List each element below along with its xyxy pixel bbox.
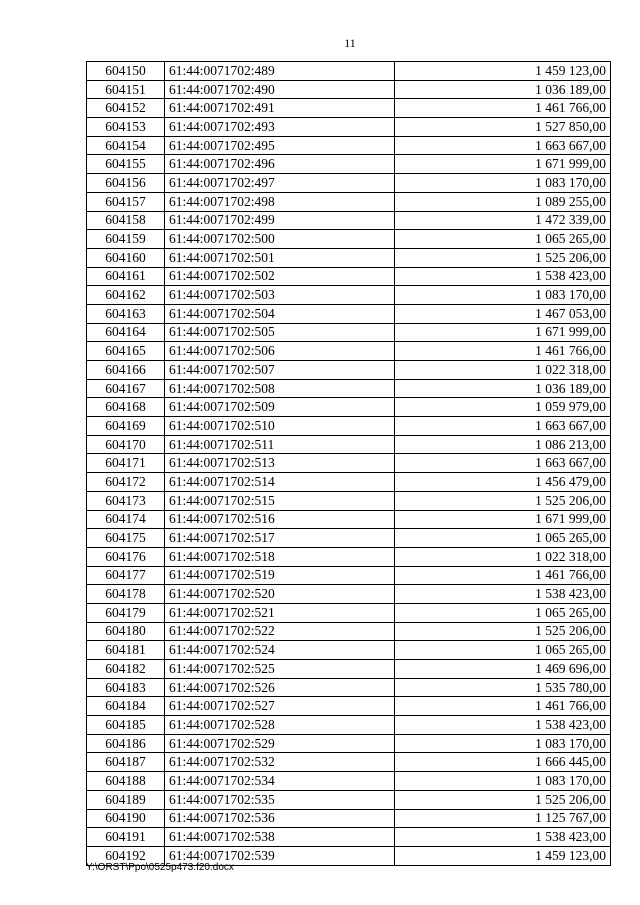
- table-row: [87, 529, 611, 548]
- table-row: [87, 192, 611, 211]
- cadastral-number-cell: 61:44:0071702:507: [165, 361, 395, 380]
- table-row: [87, 697, 611, 716]
- cadastral-value-table: [86, 61, 611, 866]
- cadastral-number-cell: 61:44:0071702:516: [165, 510, 395, 529]
- cadastral-number-cell: 61:44:0071702:509: [165, 398, 395, 417]
- row-number-cell: 604178: [87, 585, 165, 604]
- table-row: [87, 641, 611, 660]
- cadastral-value-cell: 1 538 423,00: [395, 828, 611, 847]
- row-number-cell: 604175: [87, 529, 165, 548]
- row-number-cell: 604159: [87, 230, 165, 249]
- table-row: [87, 361, 611, 380]
- cadastral-number-cell: 61:44:0071702:495: [165, 136, 395, 155]
- cadastral-number-cell: 61:44:0071702:498: [165, 192, 395, 211]
- row-number-cell: 604150: [87, 62, 165, 81]
- table-row: [87, 622, 611, 641]
- table-row: [87, 790, 611, 809]
- row-number-cell: 604173: [87, 491, 165, 510]
- row-number-cell: 604160: [87, 248, 165, 267]
- row-number-cell: 604170: [87, 435, 165, 454]
- cadastral-value-cell: 1 065 265,00: [395, 603, 611, 622]
- cadastral-value-cell: 1 461 766,00: [395, 99, 611, 118]
- cadastral-value-cell: 1 472 339,00: [395, 211, 611, 230]
- cadastral-number-cell: 61:44:0071702:505: [165, 323, 395, 342]
- cadastral-value-cell: 1 459 123,00: [395, 846, 611, 865]
- cadastral-number-cell: 61:44:0071702:524: [165, 641, 395, 660]
- cadastral-value-cell: 1 525 206,00: [395, 622, 611, 641]
- table-row: [87, 230, 611, 249]
- cadastral-number-cell: 61:44:0071702:513: [165, 454, 395, 473]
- table-row: [87, 660, 611, 679]
- row-number-cell: 604186: [87, 734, 165, 753]
- cadastral-value-cell: 1 461 766,00: [395, 342, 611, 361]
- cadastral-number-cell: 61:44:0071702:506: [165, 342, 395, 361]
- row-number-cell: 604190: [87, 809, 165, 828]
- row-number-cell: 604162: [87, 286, 165, 305]
- row-number-cell: 604174: [87, 510, 165, 529]
- cadastral-number-cell: 61:44:0071702:504: [165, 304, 395, 323]
- cadastral-value-cell: 1 125 767,00: [395, 809, 611, 828]
- row-number-cell: 604187: [87, 753, 165, 772]
- table-row: [87, 828, 611, 847]
- row-number-cell: 604155: [87, 155, 165, 174]
- cadastral-value-cell: 1 083 170,00: [395, 734, 611, 753]
- table-row: [87, 772, 611, 791]
- cadastral-value-cell: 1 065 265,00: [395, 529, 611, 548]
- cadastral-number-cell: 61:44:0071702:532: [165, 753, 395, 772]
- cadastral-value-cell: 1 663 667,00: [395, 136, 611, 155]
- cadastral-number-cell: 61:44:0071702:534: [165, 772, 395, 791]
- row-number-cell: 604188: [87, 772, 165, 791]
- cadastral-value-cell: 1 459 123,00: [395, 62, 611, 81]
- table-row: [87, 304, 611, 323]
- row-number-cell: 604189: [87, 790, 165, 809]
- row-number-cell: 604151: [87, 80, 165, 99]
- cadastral-number-cell: 61:44:0071702:539: [165, 846, 395, 865]
- cadastral-value-cell: 1 538 423,00: [395, 267, 611, 286]
- cadastral-value-cell: 1 671 999,00: [395, 155, 611, 174]
- cadastral-value-cell: 1 535 780,00: [395, 678, 611, 697]
- cadastral-value-cell: 1 671 999,00: [395, 323, 611, 342]
- row-number-cell: 604177: [87, 566, 165, 585]
- row-number-cell: 604172: [87, 473, 165, 492]
- table-row: [87, 678, 611, 697]
- cadastral-value-cell: 1 525 206,00: [395, 790, 611, 809]
- cadastral-value-cell: 1 065 265,00: [395, 641, 611, 660]
- cadastral-value-cell: 1 089 255,00: [395, 192, 611, 211]
- row-number-cell: 604171: [87, 454, 165, 473]
- table-row: [87, 716, 611, 735]
- row-number-cell: 604180: [87, 622, 165, 641]
- table-row: [87, 585, 611, 604]
- table-row: [87, 603, 611, 622]
- cadastral-number-cell: 61:44:0071702:525: [165, 660, 395, 679]
- row-number-cell: 604184: [87, 697, 165, 716]
- cadastral-number-cell: 61:44:0071702:536: [165, 809, 395, 828]
- cadastral-number-cell: 61:44:0071702:515: [165, 491, 395, 510]
- row-number-cell: 604182: [87, 660, 165, 679]
- cadastral-value-cell: 1 663 667,00: [395, 417, 611, 436]
- table-row: [87, 99, 611, 118]
- page-number: 11: [344, 36, 356, 50]
- cadastral-number-cell: 61:44:0071702:490: [165, 80, 395, 99]
- cadastral-number-cell: 61:44:0071702:497: [165, 174, 395, 193]
- row-number-cell: 604163: [87, 304, 165, 323]
- row-number-cell: 604166: [87, 361, 165, 380]
- cadastral-number-cell: 61:44:0071702:508: [165, 379, 395, 398]
- row-number-cell: 604158: [87, 211, 165, 230]
- table-row: [87, 286, 611, 305]
- row-number-cell: 604176: [87, 547, 165, 566]
- cadastral-number-cell: 61:44:0071702:529: [165, 734, 395, 753]
- row-number-cell: 604183: [87, 678, 165, 697]
- table-row: [87, 248, 611, 267]
- row-number-cell: 604161: [87, 267, 165, 286]
- row-number-cell: 604168: [87, 398, 165, 417]
- cadastral-number-cell: 61:44:0071702:535: [165, 790, 395, 809]
- cadastral-value-cell: 1 456 479,00: [395, 473, 611, 492]
- row-number-cell: 604152: [87, 99, 165, 118]
- cadastral-value-cell: 1 461 766,00: [395, 697, 611, 716]
- row-number-cell: 604181: [87, 641, 165, 660]
- cadastral-number-cell: 61:44:0071702:527: [165, 697, 395, 716]
- cadastral-number-cell: 61:44:0071702:517: [165, 529, 395, 548]
- cadastral-value-cell: 1 022 318,00: [395, 361, 611, 380]
- footer-file-path: Y:\ORST\Ppo\0525p473.f20.docx: [86, 862, 234, 873]
- cadastral-number-cell: 61:44:0071702:522: [165, 622, 395, 641]
- cadastral-value-cell: 1 083 170,00: [395, 286, 611, 305]
- table-row: [87, 174, 611, 193]
- row-number-cell: 604156: [87, 174, 165, 193]
- row-number-cell: 604167: [87, 379, 165, 398]
- cadastral-value-cell: 1 036 189,00: [395, 80, 611, 99]
- cadastral-number-cell: 61:44:0071702:520: [165, 585, 395, 604]
- row-number-cell: 604154: [87, 136, 165, 155]
- cadastral-number-cell: 61:44:0071702:503: [165, 286, 395, 305]
- cadastral-value-cell: 1 525 206,00: [395, 491, 611, 510]
- cadastral-value-cell: 1 467 053,00: [395, 304, 611, 323]
- table-row: [87, 491, 611, 510]
- table-row: [87, 510, 611, 529]
- row-number-cell: 604192: [87, 846, 165, 865]
- cadastral-number-cell: 61:44:0071702:500: [165, 230, 395, 249]
- cadastral-value-cell: 1 469 696,00: [395, 660, 611, 679]
- row-number-cell: 604169: [87, 417, 165, 436]
- cadastral-number-cell: 61:44:0071702:521: [165, 603, 395, 622]
- cadastral-value-cell: 1 671 999,00: [395, 510, 611, 529]
- table-row: [87, 211, 611, 230]
- row-number-cell: 604185: [87, 716, 165, 735]
- cadastral-number-cell: 61:44:0071702:518: [165, 547, 395, 566]
- cadastral-value-cell: 1 083 170,00: [395, 174, 611, 193]
- row-number-cell: 604165: [87, 342, 165, 361]
- row-number-cell: 604179: [87, 603, 165, 622]
- cadastral-number-cell: 61:44:0071702:528: [165, 716, 395, 735]
- table-row: [87, 753, 611, 772]
- cadastral-value-cell: 1 538 423,00: [395, 716, 611, 735]
- cadastral-value-cell: 1 086 213,00: [395, 435, 611, 454]
- cadastral-number-cell: 61:44:0071702:491: [165, 99, 395, 118]
- cadastral-number-cell: 61:44:0071702:499: [165, 211, 395, 230]
- cadastral-number-cell: 61:44:0071702:502: [165, 267, 395, 286]
- table-row: [87, 323, 611, 342]
- table-row: [87, 454, 611, 473]
- cadastral-number-cell: 61:44:0071702:511: [165, 435, 395, 454]
- row-number-cell: 604157: [87, 192, 165, 211]
- cadastral-value-cell: 1 666 445,00: [395, 753, 611, 772]
- cadastral-value-cell: 1 538 423,00: [395, 585, 611, 604]
- table-row: [87, 136, 611, 155]
- cadastral-value-cell: 1 059 979,00: [395, 398, 611, 417]
- cadastral-number-cell: 61:44:0071702:510: [165, 417, 395, 436]
- table-body: [87, 62, 611, 866]
- table-row: [87, 547, 611, 566]
- cadastral-number-cell: 61:44:0071702:501: [165, 248, 395, 267]
- row-number-cell: 604153: [87, 118, 165, 137]
- table-row: [87, 809, 611, 828]
- table-row: [87, 473, 611, 492]
- cadastral-value-cell: 1 461 766,00: [395, 566, 611, 585]
- cadastral-number-cell: 61:44:0071702:489: [165, 62, 395, 81]
- table-row: [87, 417, 611, 436]
- table-row: [87, 566, 611, 585]
- cadastral-value-cell: 1 527 850,00: [395, 118, 611, 137]
- cadastral-value-cell: 1 022 318,00: [395, 547, 611, 566]
- cadastral-value-cell: 1 525 206,00: [395, 248, 611, 267]
- cadastral-number-cell: 61:44:0071702:493: [165, 118, 395, 137]
- table-row: [87, 342, 611, 361]
- cadastral-number-cell: 61:44:0071702:496: [165, 155, 395, 174]
- table-row: [87, 734, 611, 753]
- table-row: [87, 80, 611, 99]
- table-row: [87, 267, 611, 286]
- cadastral-value-cell: 1 663 667,00: [395, 454, 611, 473]
- table-row: [87, 155, 611, 174]
- cadastral-number-cell: 61:44:0071702:526: [165, 678, 395, 697]
- table-row: [87, 118, 611, 137]
- cadastral-number-cell: 61:44:0071702:514: [165, 473, 395, 492]
- table-row: [87, 398, 611, 417]
- table-row: [87, 379, 611, 398]
- cadastral-number-cell: 61:44:0071702:519: [165, 566, 395, 585]
- cadastral-number-cell: 61:44:0071702:538: [165, 828, 395, 847]
- row-number-cell: 604191: [87, 828, 165, 847]
- table-row: [87, 62, 611, 81]
- row-number-cell: 604164: [87, 323, 165, 342]
- cadastral-value-cell: 1 083 170,00: [395, 772, 611, 791]
- table-row: [87, 435, 611, 454]
- cadastral-value-cell: 1 065 265,00: [395, 230, 611, 249]
- cadastral-value-cell: 1 036 189,00: [395, 379, 611, 398]
